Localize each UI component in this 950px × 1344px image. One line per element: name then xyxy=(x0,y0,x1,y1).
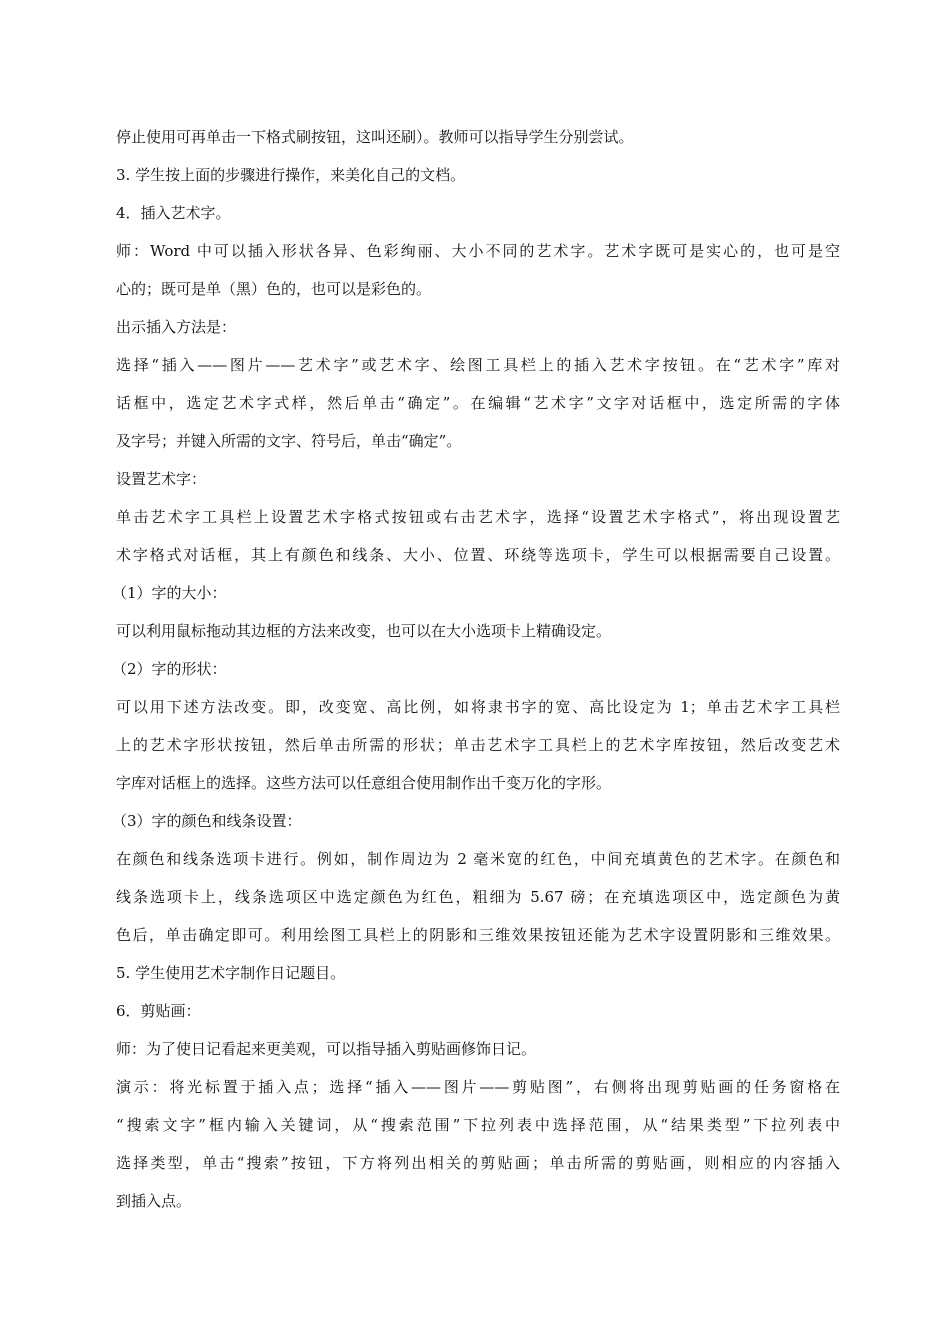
text-line: 出示插入方法是： xyxy=(116,318,237,336)
text-line: 及字号；并键入所需的文字、符号后，单击“确定”。 xyxy=(116,432,462,450)
text-line: 单击艺术字工具栏上设置艺术字格式按钮或右击艺术字，选择“设置艺术字格式”，将出现设置艺 xyxy=(116,508,840,526)
text-line: 师：为了使日记看起来更美观，可以指导插入剪贴画修饰日记。 xyxy=(116,1040,537,1058)
text-line: （2）字的形状： xyxy=(112,660,227,678)
text-line: 话框中，选定艺术字式样，然后单击“确定”。在编辑“艺术字”文字对话框中，选定所需的字体 xyxy=(116,394,840,412)
text-line: 5. 学生使用艺术字制作日记题目。 xyxy=(116,964,346,982)
text-line: （3）字的颜色和线条设置： xyxy=(112,812,302,830)
text-line: 选择“插入——图片——艺术字”或艺术字、绘图工具栏上的插入艺术字按钮。在“艺术字”库对 xyxy=(116,356,840,374)
text-line: 术字格式对话框，其上有颜色和线条、大小、位置、环绕等选项卡，学生可以根据需要自己设置。 xyxy=(116,546,840,564)
text-line: 4．插入艺术字。 xyxy=(116,204,231,222)
text-line: “搜索文字”框内输入关键词，从“搜索范围”下拉列表中选择范围，从“结果类型”下拉列表中 xyxy=(116,1116,840,1134)
text-line: 字库对话框上的选择。这些方法可以任意组合使用制作出千变万化的字形。 xyxy=(116,774,612,792)
text-line: 线条选项卡上，线条选项区中选定颜色为红色，粗细为 5.67 磅；在充填选项区中，选定颜色为黄 xyxy=(116,888,840,906)
text-line: 停止使用可再单击一下格式刷按钮，这叫还刷）。教师可以指导学生分别尝试。 xyxy=(116,128,634,146)
text-line: 设置艺术字： xyxy=(116,470,207,488)
text-line: 演示：将光标置于插入点；选择“插入——图片——剪贴图”，右侧将出现剪贴画的任务窗格在 xyxy=(116,1078,840,1096)
text-line: 可以利用鼠标拖动其边框的方法来改变，也可以在大小选项卡上精确设定。 xyxy=(116,622,612,640)
text-line: 6．剪贴画： xyxy=(116,1002,201,1020)
text-line: 选择类型，单击“搜索”按钮，下方将列出相关的剪贴画；单击所需的剪贴画，则相应的内容插入 xyxy=(116,1154,840,1172)
text-line: 到插入点。 xyxy=(116,1192,192,1210)
text-line: 师：Word 中可以插入形状各异、色彩绚丽、大小不同的艺术字。艺术字既可是实心的，也可是空 xyxy=(116,242,840,260)
document-body xyxy=(112,121,840,1223)
text-line: （1）字的大小： xyxy=(112,584,227,602)
text-line: 在颜色和线条选项卡进行。例如，制作周边为 2 毫米宽的红色，中间充填黄色的艺术字。在颜色和 xyxy=(116,850,840,868)
text-line: 上的艺术字形状按钮，然后单击所需的形状；单击艺术字工具栏上的艺术字库按钮，然后改变艺术 xyxy=(116,736,840,754)
text-line: 可以用下述方法改变。即，改变宽、高比例，如将隶书字的宽、高比设定为 1；单击艺术字工具栏 xyxy=(116,698,840,716)
text-line: 3. 学生按上面的步骤进行操作，来美化自己的文档。 xyxy=(116,166,466,184)
text-line: 心的；既可是单（黑）色的，也可以是彩色的。 xyxy=(116,280,432,298)
text-line: 色后，单击确定即可。利用绘图工具栏上的阴影和三维效果按钮还能为艺术字设置阴影和三维效果。 xyxy=(116,926,840,944)
